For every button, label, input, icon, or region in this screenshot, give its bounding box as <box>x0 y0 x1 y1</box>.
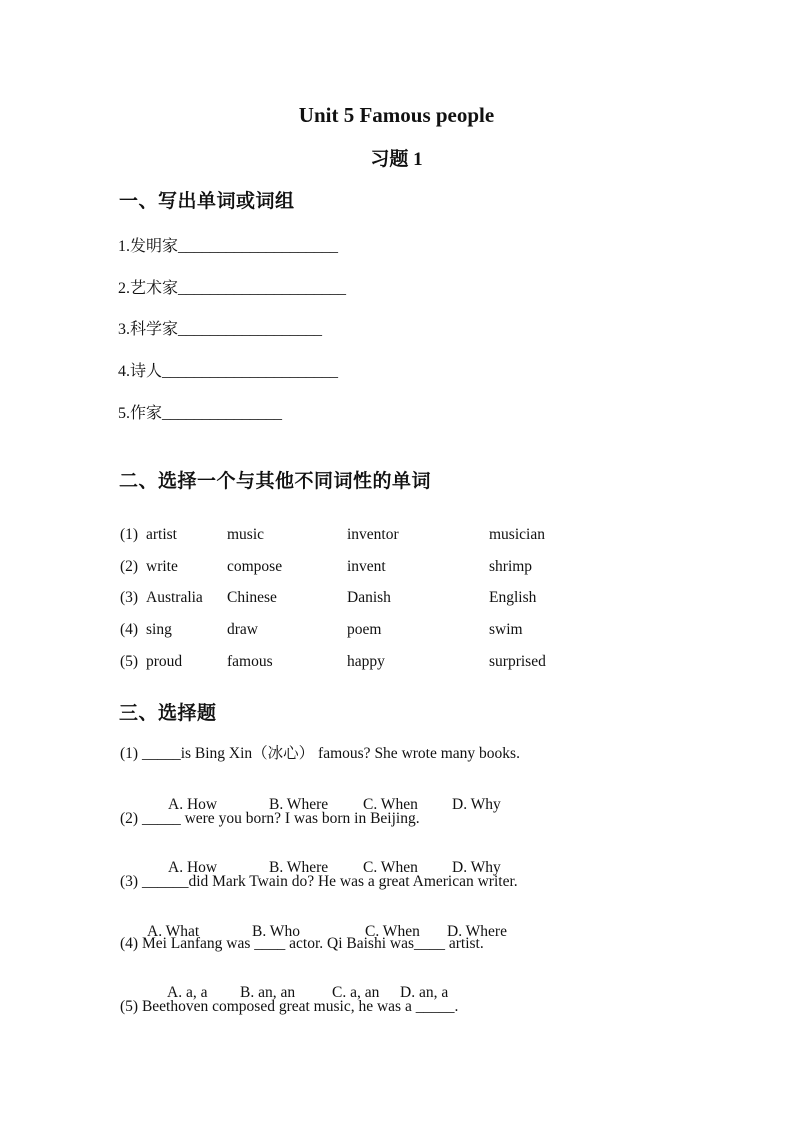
word: English <box>489 589 537 606</box>
vocab-item-label: 5.作家 <box>118 405 163 422</box>
option-label: C. When <box>363 859 418 876</box>
question-text: (3) ______did Mark Twain do? He was a great American writer. <box>120 873 518 890</box>
word: surprised <box>489 653 546 670</box>
word: musician <box>489 526 545 543</box>
vocab-item-label: 1.发明家 <box>118 238 179 255</box>
vocab-item-blank: _____________________ <box>178 280 347 297</box>
word: invent <box>347 558 386 575</box>
word: Chinese <box>227 589 277 606</box>
option-label: C. a, an <box>332 984 380 1001</box>
word: shrimp <box>489 558 533 575</box>
word: write <box>146 558 178 575</box>
word-row <box>0 635 793 689</box>
word: happy <box>347 653 385 670</box>
option-label: D. Where <box>447 923 507 940</box>
vocab-item <box>118 233 338 256</box>
word: artist <box>146 526 177 543</box>
option-label: C. When <box>363 796 418 813</box>
word: draw <box>227 621 258 638</box>
option-label: A. a, a <box>167 984 208 1001</box>
option-label: C. When <box>365 923 420 940</box>
option-label: B. an, an <box>240 984 296 1001</box>
option-label: A. How <box>168 859 218 876</box>
vocab-item <box>118 400 282 423</box>
question-text: (4) Mei Lanfang was ____ actor. Qi Baishi was____ artist. <box>120 935 484 952</box>
vocab-item-blank: ______________________ <box>162 363 339 380</box>
word: inventor <box>347 526 399 543</box>
vocab-item-label: 4.诗人 <box>118 363 163 380</box>
section-2-heading: 二、选择一个与其他不同词性的单词 <box>119 471 432 492</box>
word: music <box>227 526 265 543</box>
vocab-item <box>118 316 322 339</box>
word: compose <box>227 558 283 575</box>
word-row-number: (2) <box>120 558 139 575</box>
option-label: D. Why <box>452 796 501 813</box>
word-row-number: (4) <box>120 621 139 638</box>
word-row-number: (1) <box>120 526 139 543</box>
option-label: A. What <box>147 923 200 940</box>
vocab-item-blank: ____________________ <box>178 238 339 255</box>
question-text: (2) _____ were you born? I was born in Beijing. <box>120 810 420 827</box>
option-label: B. Where <box>269 859 329 876</box>
vocab-item-label: 3.科学家 <box>118 321 179 338</box>
question-text: (5) Beethoven composed great music, he was a _____. <box>120 998 459 1015</box>
section-3-heading: 三、选择题 <box>119 703 217 724</box>
vocab-item <box>118 275 346 298</box>
word: Danish <box>347 589 391 606</box>
option-label: D. an, a <box>400 984 449 1001</box>
word: Australia <box>146 589 203 606</box>
word: proud <box>146 653 183 670</box>
option-label: A. How <box>168 796 218 813</box>
word-row-number: (5) <box>120 653 139 670</box>
page-subtitle: 习题 1 <box>370 149 423 170</box>
word: poem <box>347 621 382 638</box>
word: swim <box>489 621 523 638</box>
page-title: Unit 5 Famous people <box>298 103 495 127</box>
option-label: B. Where <box>269 796 329 813</box>
section-1-heading: 一、写出单词或词组 <box>119 191 295 212</box>
option-label: B. Who <box>252 923 300 940</box>
word: sing <box>146 621 172 638</box>
vocab-item-blank: __________________ <box>178 321 323 338</box>
vocab-item-label: 2.艺术家 <box>118 280 179 297</box>
word-row-number: (3) <box>120 589 139 606</box>
vocab-item <box>118 358 338 381</box>
vocab-item-blank: _______________ <box>162 405 283 422</box>
option-label: D. Why <box>452 859 501 876</box>
question-text: (1) _____is Bing Xin（冰心） famous? She wrote many books. <box>120 745 520 762</box>
word: famous <box>227 653 273 670</box>
